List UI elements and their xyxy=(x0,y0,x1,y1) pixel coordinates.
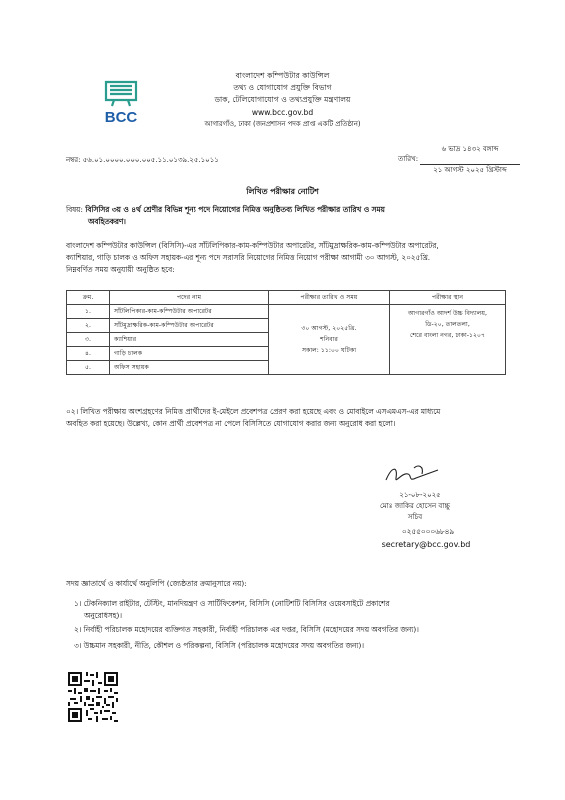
date-english: ২১ আগস্ট ২০২৫ খ্রিস্টাব্দ xyxy=(420,164,520,175)
col-header-venue: পরীক্ষার স্থান xyxy=(390,291,506,305)
col-header-date: পরীক্ষার তারিখ ও সময় xyxy=(269,291,390,305)
venue-line-3: শেরে বাংলা নগর, ঢাকা-১২০৭ xyxy=(409,332,486,339)
signatory-title: সচিব xyxy=(407,513,423,521)
date-bangla: ৬ ভাদ্র ১৪৩২ বঙ্গাব্দ xyxy=(441,145,499,153)
subject-label: বিষয়: xyxy=(66,205,83,214)
qr-code-icon xyxy=(66,670,120,724)
exam-venue-cell xyxy=(390,305,506,375)
handwritten-signature-icon xyxy=(378,462,458,488)
signatory-name: মোঃ জাকির হোসেন বাচ্চু xyxy=(380,502,450,510)
paragraph-2-line-2: অবহিত করা হয়েছে। উল্লেখ্য, কোন প্রার্থী প্রবেশপত্র না পেলে বিসিসিতে যোগাযোগ করার জন্য অনুরোধ করা হলো। xyxy=(66,419,396,428)
row-post: ক্যাশিয়ার xyxy=(110,333,269,347)
col-header-post: পদের নাম xyxy=(110,291,269,305)
paragraph-2-line-1: ০২। লিখিত পরীক্ষায় অংশগ্রহণের নিমিত্ত প্রার্থীদের ই-মেইলে প্রবেশপত্র প্রেরণ করা হয়েছে এবং ও মোবাইলে এসএমএস-এর মাধ্যমে xyxy=(66,407,441,416)
signatory-email[interactable]: secretary@bcc.gov.bd xyxy=(381,540,471,549)
row-serial: ২. xyxy=(67,319,110,333)
distribution-item-1-line-2: অনুরোধসহ)। xyxy=(84,611,122,620)
row-serial: ৩. xyxy=(67,333,110,347)
col-header-serial: ক্রম. xyxy=(67,291,110,305)
row-post: সাঁটমুদ্রাক্ষরিক-কাম-কম্পিউটার অপারেটর xyxy=(110,319,269,333)
exam-date-cell xyxy=(269,305,390,375)
website-link[interactable]: www.bcc.gov.bd xyxy=(251,108,314,117)
memo-label: নম্বর: xyxy=(66,156,81,164)
row-post: অফিস সহায়ক xyxy=(110,361,269,375)
logo-text: BCC xyxy=(104,109,138,126)
memo-number xyxy=(66,155,219,165)
subject-text-2: অবহিতকরণ। xyxy=(88,217,126,226)
ministry-name: ডাক, টেলিযোগাযোগ ও তথ্যপ্রযুক্তি মন্ত্রণালয় xyxy=(214,95,351,104)
exam-time: সকাল: ১১:০০ ঘটিকা xyxy=(301,347,357,354)
venue-line-1: আগারগাঁও আদর্শ উচ্চ বিদ্যালয়, xyxy=(408,310,487,317)
row-serial: ৪. xyxy=(67,347,110,361)
division-name: তথ্য ও যোগাযোগ প্রযুক্তি বিভাগ xyxy=(233,83,332,92)
table-header-row xyxy=(67,291,506,305)
table-row xyxy=(67,305,506,319)
distribution-heading: সদয় জ্ঞাতার্থে ও কার্যার্থে অনুলিপি (জ্যেষ্ঠতার ক্রমানুসারে নয়): xyxy=(66,579,247,588)
row-post: সাঁটলিপিকার-কাম-কম্পিউটার অপারেটর xyxy=(110,305,269,319)
qr-code xyxy=(66,670,120,724)
paragraph-1-line-3: নিম্নবর্ণিত সময় অনুযায়ী অনুষ্ঠিত হবে: xyxy=(66,265,175,274)
subject-text-1: বিসিসির ৩য় ও ৪র্থ শ্রেণীর বিভিন্ন শূন্য পদে নিয়োগের নিমিত্ত অনুষ্ঠিতব্য লিখিত পরীক্ষার তারিখ ও সময় xyxy=(85,205,385,214)
row-serial: ৫. xyxy=(67,361,110,375)
paragraph-1-line-2: ক্যাশিয়ার, গাড়ি চালক ও অফিস সহায়ক-এর শূন্য পদে সরাসরি নিয়োগের নিমিত্ত নিয়োগ পরীক্ষা আগামী ৩০ আগস্ট, ২০২৫খ্রি. xyxy=(66,253,431,262)
exam-date: ৩০ আগস্ট, ২০২৫খ্রি. xyxy=(301,325,357,332)
distribution-item-1-line-1: ১। টেকনিক্যাল রাইটার, টেস্টিং, মানদিয়ন্ত্রণ ও সার্টিফিকেশন, বিসিসি (নোটিশটি বিসিসির ওয়েবসাইটে প্রকাশের xyxy=(74,599,390,608)
date-label: তারিখ: xyxy=(398,155,419,163)
row-serial: ১. xyxy=(67,305,110,319)
distribution-item-3: ৩। উচ্চমান সহকারী, নীতি, কৌশল ও পরিকল্পনা, বিসিসি (পরিচালক মহোদয়ের সদয় অবগতির জন্য)। xyxy=(74,641,364,650)
org-name: বাংলাদেশ কম্পিউটার কাউন্সিল xyxy=(235,71,330,80)
signatory-phone: ০২৫৫০০০৬৮৪৯ xyxy=(401,527,455,536)
signature-date: ২১-০৮-২০২৫ xyxy=(399,491,441,499)
signature-image xyxy=(378,462,458,488)
distribution-item-2: ২। নির্বাহী পরিচালক মহোদয়ের ব্যক্তিগত সহকারী, নির্বাহী পরিচালক এর দপ্তর, বিসিসি (মহোদয়ের সদয় অবগতির জন্য)। xyxy=(74,625,419,634)
exam-schedule-table xyxy=(66,290,506,375)
notice-title: লিখিত পরীক্ষার নোটিশ xyxy=(246,187,319,196)
memo-value: ৫৬.০১.০০০০.০০০.০০৫.১১.০১৩৯.২৫.১০১১ xyxy=(82,156,219,164)
row-post: গাড়ি চালক xyxy=(110,347,269,361)
paragraph-1-line-1: বাংলাদেশ কম্পিউটার কাউন্সিল (বিসিসি)-এর সাঁটলিপিকার-কাম-কম্পিউটার অপারেটর, সাঁটমুদ্রাক্ষরিক-কাম-কম্পিউটার অপারেটর, xyxy=(66,241,439,250)
exam-day: শনিবার xyxy=(320,336,338,343)
venue-line-2: ডি-২০, তালতলা, xyxy=(425,321,470,328)
subject xyxy=(66,204,506,216)
org-address: আগারগাঁও, ঢাকা (জনপ্রশাসন পদক প্রাপ্ত একটি প্রতিষ্ঠান) xyxy=(204,120,361,128)
